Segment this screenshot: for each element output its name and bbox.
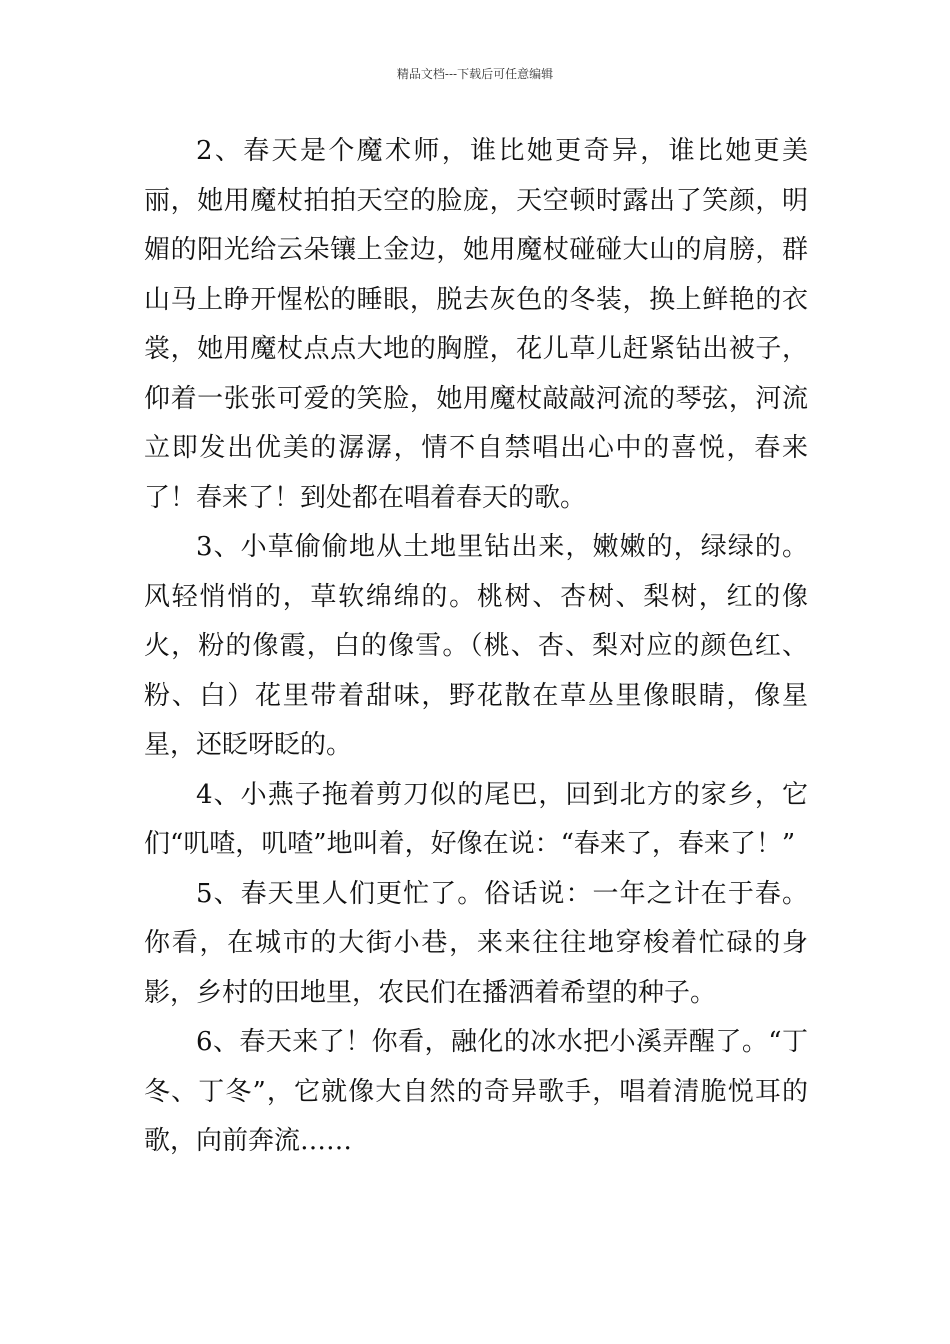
- page-header: 精品文档---下载后可任意编辑: [396, 67, 554, 81]
- paragraph-5: 5、春天里人们更忙了。俗话说：一年之计在于春。你看，在城市的大街小巷，来来往往地穿梭着忙碌的身影，乡村的田地里，农民们在播洒着希望的种子。: [144, 878, 808, 1008]
- paragraph-3: 3、小草偷偷地从土地里钻出来，嫩嫩的，绿绿的。风轻悄悄的，草软绵绵的。桃树、杏树、梨树，红的像火，粉的像霞，白的像雪。（桃、杏、梨对应的颜色红、粉、白）花里带着甜味，野花散在草丛里像眼睛，像星星，还眨呀眨的。: [144, 532, 808, 760]
- paragraph-6: 6、春天来了！你看，融化的冰水把小溪弄醒了。“丁冬、丁冬”，它就像大自然的奇异歌手，唱着清脆悦耳的歌，向前奔流……: [144, 1027, 808, 1156]
- paragraph-2: 2、春天是个魔术师，谁比她更奇异，谁比她更美丽，她用魔杖拍拍天空的脸庞，天空顿时露出了笑颜，明媚的阳光给云朵镶上金边，她用魔杖碰碰大山的肩膀，群山马上睁开惺松的睡眼，脱去灰色的冬装，换上鲜艳的衣裳，她用魔杖点点大地的胸膛，花儿草儿赶紧钻出被子，仰着一张张可爱的笑脸，她用魔杖敲敲河流的琴弦，河流立即发出优美的潺潺，情不自禁唱出心中的喜悦，春来了！春来了！到处都在唱着春天的歌。: [144, 136, 808, 513]
- paragraph-4: 4、小燕子拖着剪刀似的尾巴，回到北方的家乡，它们“叽喳，叽喳”地叫着，好像在说：“春来了，春来了！”: [144, 779, 808, 859]
- document-body: [144, 127, 808, 1167]
